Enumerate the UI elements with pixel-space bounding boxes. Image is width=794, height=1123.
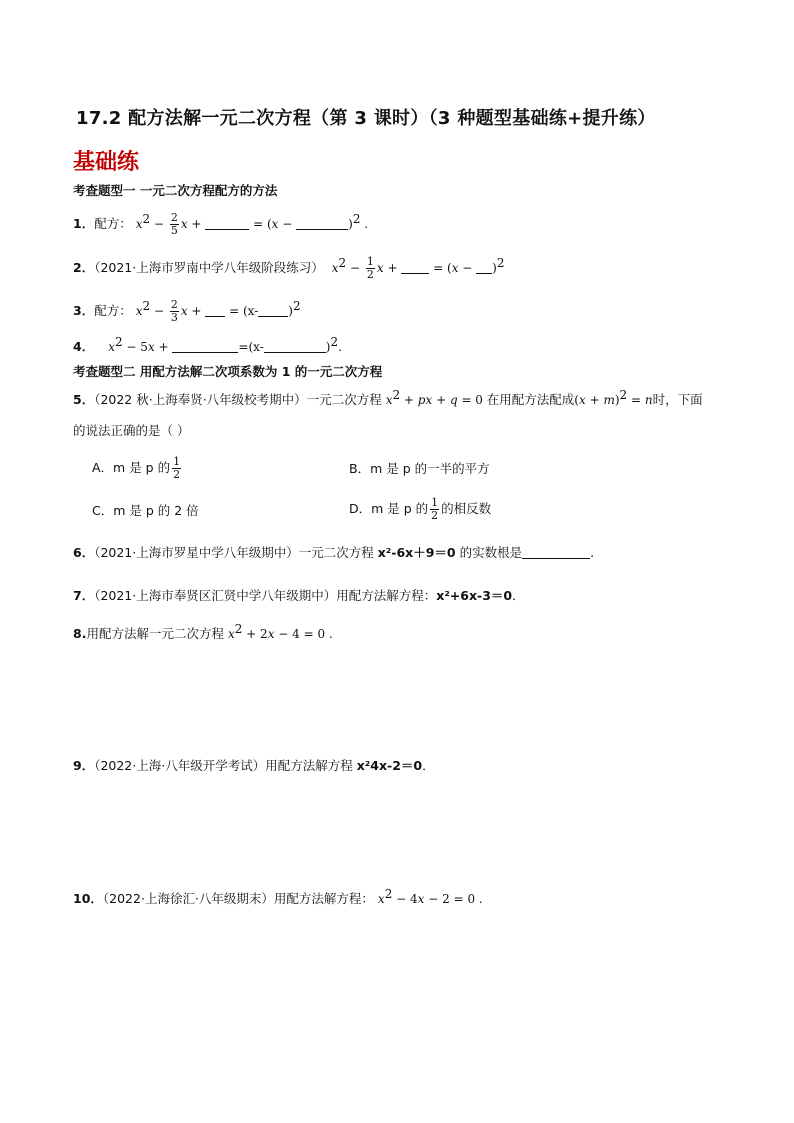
equation: x²+6x-3＝0 <box>436 588 513 603</box>
answer-blank[interactable] <box>205 217 249 230</box>
question-number: 1． <box>73 216 95 231</box>
question-number: 3． <box>73 303 95 318</box>
question-source: （2021·上海市罗星中学八年级期中） <box>94 545 299 560</box>
section-heading: 基础练 <box>73 150 140 175</box>
fraction: $\frac{1}{2}$ <box>366 255 374 281</box>
page-title: 17.2 配方法解一元二次方程（第 3 课时）（3 种题型基础练+提升练） <box>76 108 656 129</box>
fraction: $\frac{2}{3}$ <box>170 298 178 324</box>
answer-blank[interactable] <box>476 261 492 274</box>
answer-blank[interactable] <box>205 304 225 317</box>
question-number: 6． <box>73 545 95 560</box>
question-number: 4． <box>73 339 95 354</box>
option-c[interactable]: C．m 是 p 的 2 倍 <box>92 503 199 518</box>
question-10: 10．（2022·上海徐汇·八年级期末）用配方法解方程： $x^2 - 4x - 2 = 0$ . <box>73 887 483 906</box>
question-text: 配方： <box>94 216 132 231</box>
question-type-2: 考查题型二 用配方法解二次项系数为 1 的一元二次方程 <box>73 364 383 379</box>
question-7: 7．（2021·上海市奉贤区汇贤中学八年级期中）用配方法解方程：x²+6x-3＝0． <box>73 588 525 603</box>
question-3: 3．配方： $x^2$ − $\frac{2}{3}$ x + = (x- )$^2$ <box>73 298 301 324</box>
option-b[interactable]: B．m 是 p 的一半的平方 <box>349 461 490 476</box>
question-source: （2022·上海·八年级开学考试） <box>94 758 266 773</box>
question-number: 9． <box>73 758 95 773</box>
question-5: 5．（2022 秋·上海奉贤·八年级校考期中）一元二次方程 $x^2$ + px + q = 0 在用配方法配成$(x + m)^2 = n$时，下面 <box>73 388 703 407</box>
fraction: $\frac{1}{2}$ <box>173 455 181 481</box>
question-source: （2021·上海市罗南中学八年级阶段练习） <box>94 260 324 275</box>
answer-blank[interactable] <box>258 304 288 317</box>
answer-blank[interactable] <box>522 546 590 559</box>
question-source: （2021·上海市奉贤区汇贤中学八年级期中） <box>94 588 337 603</box>
question-number: 7． <box>73 588 95 603</box>
question-number: 5． <box>73 392 95 407</box>
question-number: 2． <box>73 260 95 275</box>
answer-blank[interactable] <box>401 261 429 274</box>
question-source: （2022 秋·上海奉贤·八年级校考期中） <box>94 392 307 407</box>
equation: x²4x-2＝0 <box>356 758 423 773</box>
question-text: 配方： <box>94 303 132 318</box>
question-source: （2022·上海徐汇·八年级期末） <box>102 891 274 906</box>
fraction: $\frac{2}{5}$ <box>170 211 178 237</box>
question-2: 2．（2021·上海市罗南中学八年级阶段练习） $x^2$ − $\frac{1}{2}$ x + = $(x - )^2$ <box>73 255 505 281</box>
question-number: 10． <box>73 891 103 906</box>
question-8: 8.用配方法解一元二次方程 $x^2 + 2x - 4 = 0$ . <box>73 622 333 641</box>
question-9: 9．（2022·上海·八年级开学考试）用配方法解方程 x²4x-2＝0． <box>73 758 435 773</box>
fraction: $\frac{1}{2}$ <box>431 496 439 522</box>
equation: x²-6x＋9＝0 <box>377 545 456 560</box>
answer-blank[interactable] <box>172 340 238 353</box>
question-number: 8. <box>73 626 87 641</box>
answer-blank[interactable] <box>296 217 348 230</box>
question-type-1: 考查题型一 一元二次方程配方的方法 <box>73 183 278 198</box>
option-a[interactable]: A．m 是 p 的 $\frac{1}{2}$ <box>92 455 181 481</box>
question-6: 6．（2021·上海市罗星中学八年级期中）一元二次方程 x²-6x＋9＝0 的实数根是 . <box>73 545 595 560</box>
question-4: 4． $x^2 - 5x + =(x-$ )$^2$. <box>73 335 342 354</box>
question-text: 一元二次方程 <box>306 392 382 407</box>
option-d[interactable]: D．m 是 p 的 $\frac{1}{2}$ 的相反数 <box>349 496 492 522</box>
question-5-line2: 的说法正确的是（ ） <box>73 423 190 438</box>
answer-blank[interactable] <box>264 340 326 353</box>
question-1: 1．配方： $x^2$ − $\frac{2}{5}$ x + = $(x - )^2$ . <box>73 211 369 237</box>
